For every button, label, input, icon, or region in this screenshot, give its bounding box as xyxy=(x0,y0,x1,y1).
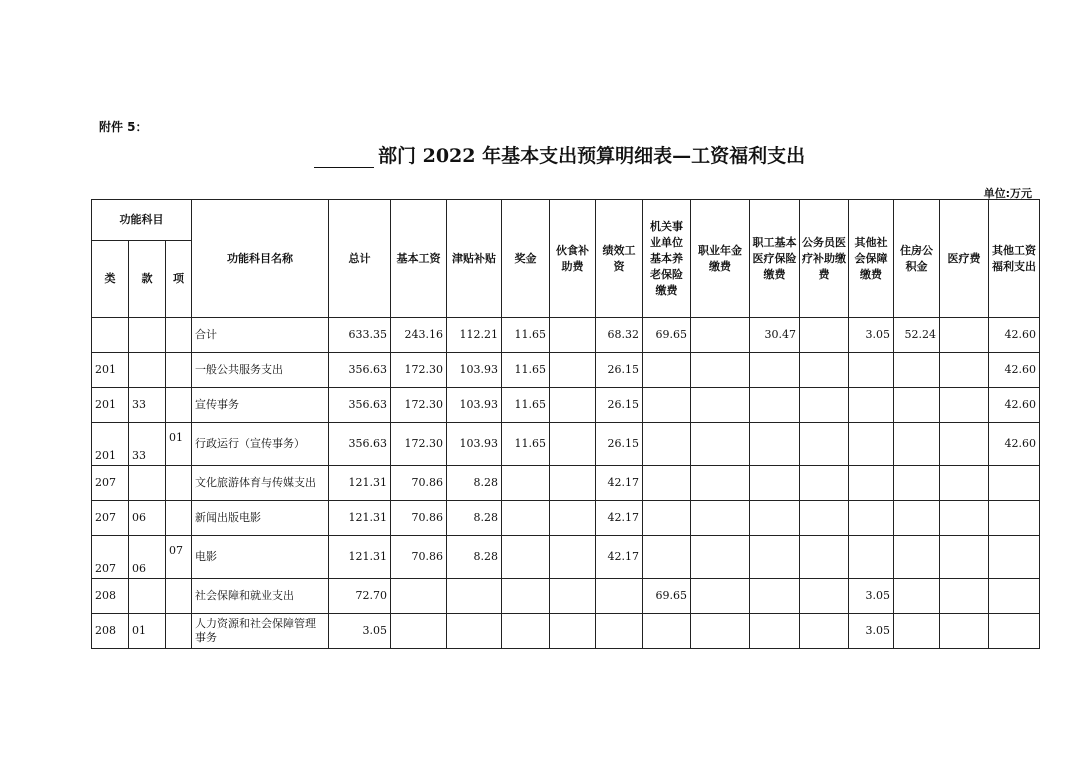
cell-other-soc: 3.05 xyxy=(849,614,894,649)
cell-basic: 70.86 xyxy=(391,536,447,579)
cell-total: 3.05 xyxy=(329,614,391,649)
cell-housing xyxy=(894,423,940,466)
cell-medical xyxy=(940,536,989,579)
cell-civil-med xyxy=(800,501,849,536)
table-row xyxy=(92,501,1040,536)
attachment-label: 附件 5： xyxy=(99,120,148,134)
cell-annuity xyxy=(691,353,750,388)
table-row xyxy=(92,614,1040,649)
cell-xiang xyxy=(166,353,192,388)
header-total: 总计 xyxy=(329,200,391,318)
cell-medical xyxy=(940,353,989,388)
cell-perf xyxy=(596,579,643,614)
cell-other-soc xyxy=(849,536,894,579)
cell-perf: 42.17 xyxy=(596,536,643,579)
cell-total: 356.63 xyxy=(329,353,391,388)
cell-housing xyxy=(894,614,940,649)
cell-housing xyxy=(894,501,940,536)
cell-allowance: 103.93 xyxy=(447,423,502,466)
cell-meal xyxy=(550,536,596,579)
title-text: 部门 2022 年基本支出预算明细表—工资福利支出 xyxy=(378,145,806,167)
cell-kuan xyxy=(129,466,166,501)
cell-xiang xyxy=(166,614,192,649)
cell-basic xyxy=(391,579,447,614)
cell-allowance: 8.28 xyxy=(447,501,502,536)
header-bonus: 奖金 xyxy=(502,200,550,318)
cell-name: 行政运行（宣传事务） xyxy=(192,423,329,466)
cell-allowance: 8.28 xyxy=(447,466,502,501)
cell-pension xyxy=(643,388,691,423)
cell-name: 合计 xyxy=(192,318,329,353)
cell-meal xyxy=(550,353,596,388)
cell-name: 人力资源和社会保障管理事务 xyxy=(192,614,329,649)
cell-kuan: 33 xyxy=(129,388,166,423)
table-row xyxy=(92,423,1040,466)
cell-xiang xyxy=(166,501,192,536)
table-row xyxy=(92,536,1040,579)
cell-basic: 243.16 xyxy=(391,318,447,353)
cell-housing xyxy=(894,536,940,579)
cell-civil-med xyxy=(800,388,849,423)
department-blank xyxy=(314,149,374,168)
cell-housing xyxy=(894,353,940,388)
table-row xyxy=(92,318,1040,353)
cell-medical xyxy=(940,501,989,536)
cell-other-soc xyxy=(849,501,894,536)
cell-housing: 52.24 xyxy=(894,318,940,353)
cell-basic: 70.86 xyxy=(391,501,447,536)
header-basic-salary: 基本工资 xyxy=(391,200,447,318)
cell-lei: 208 xyxy=(92,614,129,649)
cell-perf: 42.17 xyxy=(596,501,643,536)
cell-annuity xyxy=(691,466,750,501)
cell-emp-med xyxy=(750,536,800,579)
budget-table xyxy=(91,199,1040,649)
cell-bonus: 11.65 xyxy=(502,388,550,423)
cell-annuity xyxy=(691,579,750,614)
cell-medical xyxy=(940,423,989,466)
header-civil-medical: 公务员医疗补助缴费 xyxy=(800,200,849,318)
cell-lei: 207 xyxy=(92,501,129,536)
cell-allowance: 103.93 xyxy=(447,388,502,423)
cell-emp-med xyxy=(750,466,800,501)
cell-pension: 69.65 xyxy=(643,579,691,614)
cell-name: 宣传事务 xyxy=(192,388,329,423)
cell-bonus: 11.65 xyxy=(502,423,550,466)
cell-civil-med xyxy=(800,614,849,649)
cell-civil-med xyxy=(800,353,849,388)
cell-other: 42.60 xyxy=(989,318,1040,353)
cell-meal xyxy=(550,501,596,536)
cell-allowance xyxy=(447,579,502,614)
cell-housing xyxy=(894,466,940,501)
cell-housing xyxy=(894,388,940,423)
cell-total: 121.31 xyxy=(329,466,391,501)
cell-kuan: 06 xyxy=(129,536,166,579)
header-lei: 类 xyxy=(92,241,129,318)
cell-meal xyxy=(550,466,596,501)
cell-name: 文化旅游体育与传媒支出 xyxy=(192,466,329,501)
cell-other xyxy=(989,614,1040,649)
header-other-welfare: 其他工资福利支出 xyxy=(989,200,1040,318)
cell-other-soc xyxy=(849,353,894,388)
header-meal-subsidy: 伙食补助费 xyxy=(550,200,596,318)
cell-annuity xyxy=(691,536,750,579)
cell-pension xyxy=(643,536,691,579)
cell-annuity xyxy=(691,423,750,466)
cell-name: 电影 xyxy=(192,536,329,579)
header-housing-fund: 住房公积金 xyxy=(894,200,940,318)
cell-annuity xyxy=(691,318,750,353)
header-other-social: 其他社会保障缴费 xyxy=(849,200,894,318)
cell-pension xyxy=(643,423,691,466)
cell-perf: 26.15 xyxy=(596,353,643,388)
cell-lei: 208 xyxy=(92,579,129,614)
table-row xyxy=(92,466,1040,501)
cell-bonus xyxy=(502,614,550,649)
cell-allowance: 103.93 xyxy=(447,353,502,388)
cell-kuan xyxy=(129,318,166,353)
cell-bonus: 11.65 xyxy=(502,318,550,353)
cell-medical xyxy=(940,614,989,649)
cell-kuan xyxy=(129,579,166,614)
cell-emp-med: 30.47 xyxy=(750,318,800,353)
cell-housing xyxy=(894,579,940,614)
cell-allowance: 8.28 xyxy=(447,536,502,579)
cell-medical xyxy=(940,579,989,614)
cell-meal xyxy=(550,423,596,466)
header-employee-medical: 职工基本医疗保险缴费 xyxy=(750,200,800,318)
cell-emp-med xyxy=(750,579,800,614)
cell-civil-med xyxy=(800,466,849,501)
cell-emp-med xyxy=(750,353,800,388)
header-func-subject: 功能科目 xyxy=(92,200,192,241)
cell-other: 42.60 xyxy=(989,388,1040,423)
cell-medical xyxy=(940,388,989,423)
cell-other-soc xyxy=(849,423,894,466)
cell-xiang xyxy=(166,466,192,501)
cell-other-soc xyxy=(849,466,894,501)
cell-bonus xyxy=(502,466,550,501)
cell-lei xyxy=(92,318,129,353)
cell-medical xyxy=(940,466,989,501)
table-row xyxy=(92,353,1040,388)
cell-basic: 172.30 xyxy=(391,423,447,466)
cell-perf: 26.15 xyxy=(596,423,643,466)
cell-other xyxy=(989,536,1040,579)
cell-kuan xyxy=(129,353,166,388)
cell-other: 42.60 xyxy=(989,423,1040,466)
cell-pension xyxy=(643,501,691,536)
cell-meal xyxy=(550,579,596,614)
cell-meal xyxy=(550,614,596,649)
cell-basic xyxy=(391,614,447,649)
cell-pension xyxy=(643,466,691,501)
cell-kuan: 01 xyxy=(129,614,166,649)
cell-perf: 26.15 xyxy=(596,388,643,423)
cell-other: 42.60 xyxy=(989,353,1040,388)
cell-xiang: 07 xyxy=(166,536,192,579)
cell-other xyxy=(989,466,1040,501)
cell-annuity xyxy=(691,388,750,423)
cell-civil-med xyxy=(800,579,849,614)
cell-perf: 42.17 xyxy=(596,466,643,501)
cell-civil-med xyxy=(800,536,849,579)
cell-basic: 172.30 xyxy=(391,353,447,388)
cell-emp-med xyxy=(750,423,800,466)
cell-perf: 68.32 xyxy=(596,318,643,353)
cell-bonus xyxy=(502,501,550,536)
unit-label: 单位:万元 xyxy=(983,187,1032,200)
cell-total: 121.31 xyxy=(329,501,391,536)
cell-lei: 201 xyxy=(92,353,129,388)
cell-total: 633.35 xyxy=(329,318,391,353)
cell-pension: 69.65 xyxy=(643,318,691,353)
cell-xiang: 01 xyxy=(166,423,192,466)
header-kuan: 款 xyxy=(129,241,166,318)
cell-xiang xyxy=(166,318,192,353)
header-medical: 医疗费 xyxy=(940,200,989,318)
cell-lei: 207 xyxy=(92,536,129,579)
cell-lei: 201 xyxy=(92,388,129,423)
cell-lei: 207 xyxy=(92,466,129,501)
cell-emp-med xyxy=(750,388,800,423)
header-allowance: 津贴补贴 xyxy=(447,200,502,318)
cell-meal xyxy=(550,318,596,353)
cell-other xyxy=(989,501,1040,536)
cell-bonus xyxy=(502,536,550,579)
cell-pension xyxy=(643,614,691,649)
header-performance-salary: 绩效工资 xyxy=(596,200,643,318)
cell-annuity xyxy=(691,614,750,649)
cell-other-soc: 3.05 xyxy=(849,579,894,614)
cell-name: 一般公共服务支出 xyxy=(192,353,329,388)
cell-total: 356.63 xyxy=(329,423,391,466)
table-row xyxy=(92,388,1040,423)
cell-civil-med xyxy=(800,423,849,466)
header-name: 功能科目名称 xyxy=(192,200,329,318)
cell-emp-med xyxy=(750,501,800,536)
cell-kuan: 06 xyxy=(129,501,166,536)
page-title xyxy=(314,141,805,168)
cell-basic: 172.30 xyxy=(391,388,447,423)
cell-total: 356.63 xyxy=(329,388,391,423)
cell-total: 121.31 xyxy=(329,536,391,579)
cell-allowance xyxy=(447,614,502,649)
cell-emp-med xyxy=(750,614,800,649)
cell-perf xyxy=(596,614,643,649)
header-xiang: 项 xyxy=(166,241,192,318)
cell-xiang xyxy=(166,579,192,614)
cell-basic: 70.86 xyxy=(391,466,447,501)
cell-name: 新闻出版电影 xyxy=(192,501,329,536)
cell-bonus: 11.65 xyxy=(502,353,550,388)
header-annuity: 职业年金缴费 xyxy=(691,200,750,318)
cell-annuity xyxy=(691,501,750,536)
cell-lei: 201 xyxy=(92,423,129,466)
cell-other xyxy=(989,579,1040,614)
table-row xyxy=(92,579,1040,614)
cell-medical xyxy=(940,318,989,353)
cell-other-soc xyxy=(849,388,894,423)
cell-total: 72.70 xyxy=(329,579,391,614)
cell-civil-med xyxy=(800,318,849,353)
header-pension: 机关事业单位基本养老保险缴费 xyxy=(643,200,691,318)
cell-pension xyxy=(643,353,691,388)
cell-kuan: 33 xyxy=(129,423,166,466)
cell-meal xyxy=(550,388,596,423)
cell-name: 社会保障和就业支出 xyxy=(192,579,329,614)
cell-allowance: 112.21 xyxy=(447,318,502,353)
cell-other-soc: 3.05 xyxy=(849,318,894,353)
cell-xiang xyxy=(166,388,192,423)
cell-bonus xyxy=(502,579,550,614)
